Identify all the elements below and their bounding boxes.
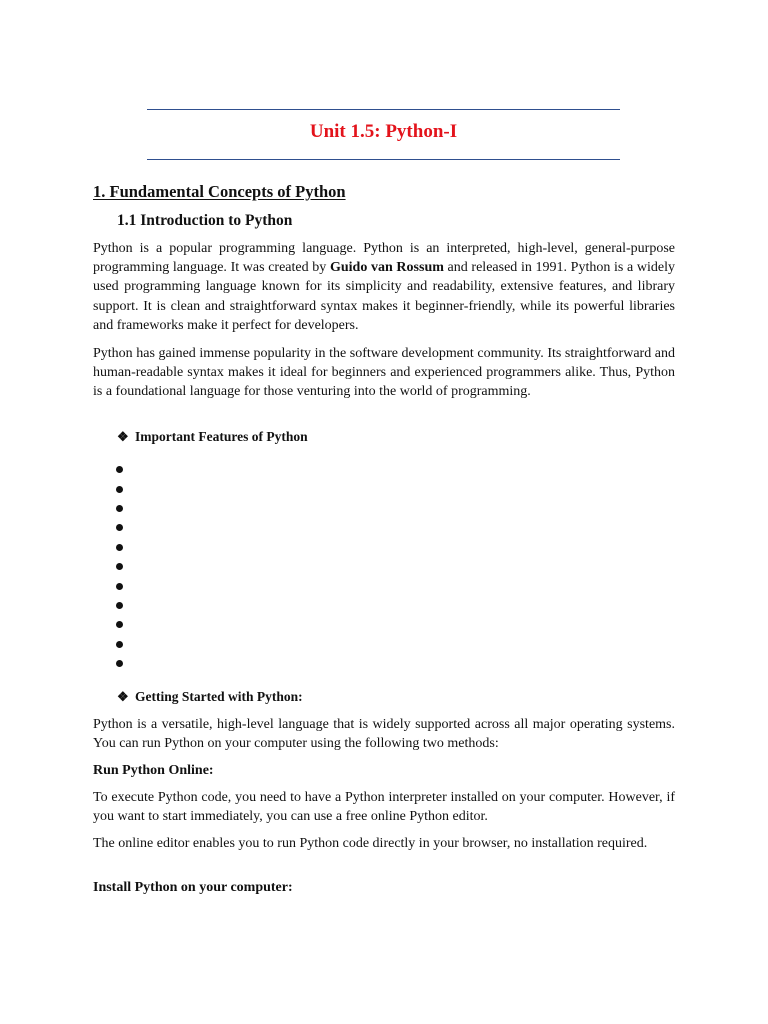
run-online-heading: Run Python Online: — [93, 763, 214, 778]
popularity-paragraph: Python has gained immense popularity in the software development community. Its straightforward and human-readable syntax makes it ideal for beginners and experienced programmers alike. Thus, Python is a foundational language for those venturing into the world of programming. — [93, 346, 675, 400]
bullet-dot-icon — [116, 583, 123, 590]
run-online-paragraph: To execute Python code, you need to have a Python interpreter installed on your computer. However, if you want to start immediately, you can use a free online Python editor. — [93, 790, 675, 825]
bullet-dot-icon — [116, 505, 123, 512]
intro-paragraph — [93, 239, 675, 335]
features-heading-text: Important Features of Python — [135, 429, 308, 444]
title-bottom-rule — [147, 159, 620, 160]
intro-text-part1: Python is a popular programming language. Python is an interpreted, high-level, general-purpose programming language. It was created by — [93, 241, 675, 276]
bullet-dot-icon — [116, 660, 123, 667]
feature-bullet-item — [116, 654, 123, 673]
feature-bullet-item — [116, 479, 123, 498]
feature-bullet-item — [116, 538, 123, 557]
bullet-dot-icon — [116, 524, 123, 531]
bullet-dot-icon — [116, 466, 123, 473]
bullet-dot-icon — [116, 544, 123, 551]
unit-title: Unit 1.5: Python-I — [309, 121, 458, 142]
feature-bullet-item — [116, 557, 123, 576]
features-heading — [117, 429, 308, 445]
title-top-rule — [147, 109, 620, 110]
feature-bullet-list — [116, 460, 123, 673]
getting-started-heading — [117, 689, 303, 705]
feature-bullet-item — [116, 499, 123, 518]
feature-bullet-item — [116, 518, 123, 537]
bullet-dot-icon — [116, 621, 123, 628]
online-editor-paragraph: The online editor enables you to run Python code directly in your browser, no installation required. — [93, 836, 648, 851]
getting-started-paragraph: Python is a versatile, high-level language that is widely supported across all major operating systems. You can run Python on your computer using the following two methods: — [93, 717, 675, 752]
feature-bullet-item — [116, 635, 123, 654]
feature-bullet-item — [116, 615, 123, 634]
feature-bullet-item — [116, 596, 123, 615]
subsection-heading: 1.1 Introduction to Python — [117, 212, 293, 229]
getting-started-heading-text: Getting Started with Python: — [135, 689, 303, 704]
bullet-dot-icon — [116, 641, 123, 648]
feature-bullet-item — [116, 460, 123, 479]
install-heading: Install Python on your computer: — [93, 880, 293, 895]
four-diamond-bullet-icon: ❖ — [117, 689, 129, 704]
four-diamond-bullet-icon: ❖ — [117, 429, 129, 444]
section-heading: 1. Fundamental Concepts of Python — [93, 182, 346, 201]
intro-text-part2: and released in 1991. Python is a widely used programming language known for its simplicity and readability, extensive features, and library support. It is clean and straightforward syntax makes it beginner-friendly, while its powerful libraries and frameworks make it perfect for developers. — [93, 260, 675, 333]
creator-name: Guido van Rossum — [329, 260, 444, 276]
bullet-dot-icon — [116, 602, 123, 609]
feature-bullet-item — [116, 576, 123, 595]
bullet-dot-icon — [116, 486, 123, 493]
bullet-dot-icon — [116, 563, 123, 570]
